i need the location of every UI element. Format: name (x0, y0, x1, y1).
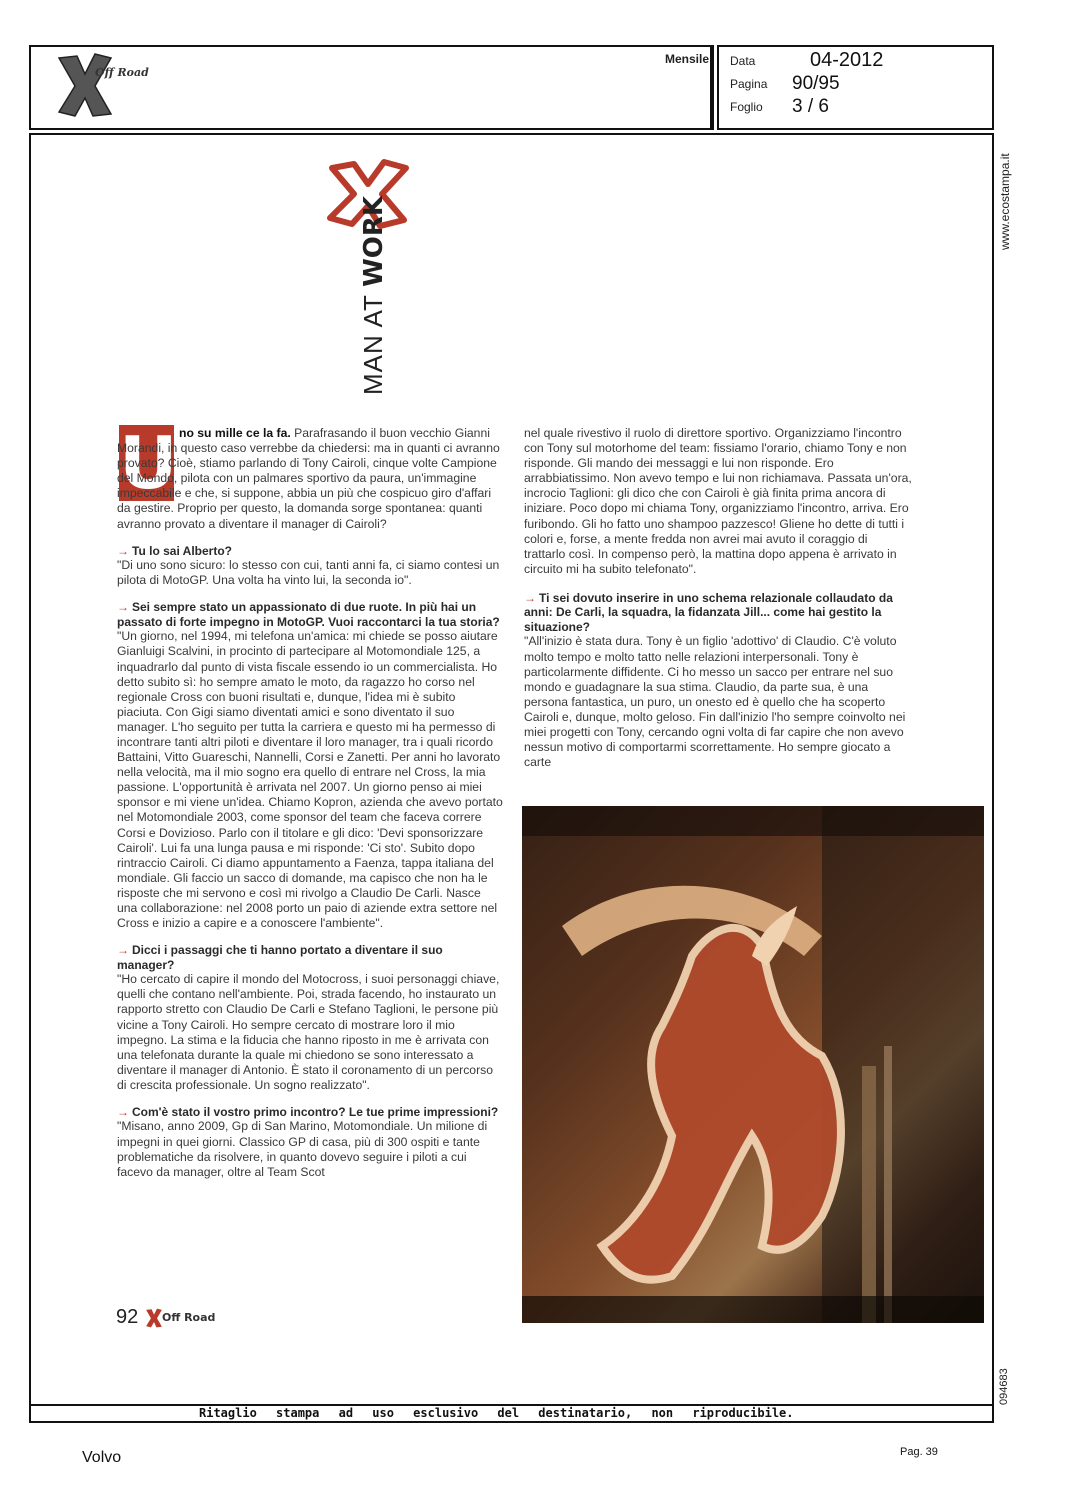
disclaimer: Ritaglio stampa ad uso esclusivo del destinatario, non riproducibile. (199, 1406, 794, 1420)
page-footer (116, 1306, 336, 1332)
right-continuation: nel quale rivestivo il ruolo di direttore sportivo. Organizziamo l'incontro con Tony sul motorhome del team: fissiamo l'orario, chiamo Tony e non risponde. Gli mando dei messaggi e lui non risponde. Ero arrabbiatissimo. Non avevo tempo e lui non richiamava. Passata un'ora, incrocio Taglioni: gli dico che con Cairoli è già finita prima ancora di iniziare. Poco dopo mi chiama Tony, organizziamo l'incontro, arriva. Ero furibondo. Gli ho fatto uno shampoo pazzesco! Gliene ho dette di tutti i colori e, forse, a mente fredda non avrei mai avuto il coraggio di trattarlo così. In compenso però, la mattina dopo appena è arrivato in circuito mi ha subito telefonato". (524, 426, 912, 576)
arrow-right-icon: → (117, 600, 129, 615)
sheet-value: 3 / 6 (792, 96, 829, 117)
intro-text: Parafrasando il buon vecchio Gianni Morandi, in questo caso verrebbe da chiedersi: ma in quanti ci avranno provato? Cioè, stiamo parlando di Tony Cairoli, cinque volte Campione del Mondo, pilota con un palmares sportivo da paura, un'immagine impeccabile e che, si suppone, abbia un più che cospicuo giro d'affari da gestire. Proprio per questo, la domanda sorge spontanea: quanti avranno provato a diventare il manager di Cairoli? (117, 426, 500, 531)
header-logo-text: Off Road (95, 66, 149, 79)
drop-cap: U (119, 421, 178, 505)
intro-lead: no su mille ce la fa. (179, 426, 291, 440)
header-divider (712, 45, 719, 130)
question-2: → Sei sempre stato un appassionato di due ruote. In più hai un passato di forte impegno in MotoGP. Vuoi raccontarci la tua storia? (117, 600, 500, 629)
qa-block-5 (524, 591, 912, 770)
section-title-bold: WORK (359, 195, 389, 287)
sheet-label: Foglio (730, 100, 763, 114)
section-title-light: MAN AT (358, 294, 388, 395)
qa-block-3 (117, 943, 503, 1093)
frequency-label: Mensile (665, 52, 710, 66)
magazine-page-number: 92 (116, 1306, 139, 1328)
x-logo-icon (144, 1308, 164, 1328)
arrow-right-icon: → (117, 1104, 129, 1119)
answer-2: "Un giorno, nel 1994, mi telefona un'amica: mi chiede se posso aiutare Gianluigi Scalvini, in procinto di partecipare al Motomondiale 125, a inquadrarlo dal punto di vista fiscale essendo io un commercialista. Ho detto subito sì: ho sempre amato le moto, da ragazzo ho corso nel regionale Cross con buoni risultati e, dunque, l'idea mi è subito piaciuta. Con Gigi siamo diventati amici e sono diventato il suo manager. L'ho seguito per tutta la carriera e questo mi ha permesso di incontrare tanti altri piloti e diventare il loro manager, tra i quali ricordo Battaini, Vitto Guareschi, Nannelli, Corsi e Zanetti. Per anni ho lavorato nella velocità, ma il mio sogno era quello di entrare nel Cross, la mia passione. L'opportunità è arrivata nel 2007. Un giorno penso ai miei sponsor e mi viene un'idea. Chiamo Kopron, azienda che avevo portato nel Motomondiale 2003, come sponsor del team che faceva correre Corsi e Dovizioso. Parlo con il titolare e gli dico: 'Devi sponsorizzare Cairoli'. Lui fa una lunga pausa e mi risponde: 'Ci sto'. Subito dopo rintraccio Cairoli. Ci diamo appuntamento a Faenza, tappa italiana del mondiale. Gli faccio un sacco di domande, ma capisco che non ha le risposte che mi servono e così mi rivolgo a Claudio De Carli. Nasce una collaborazione: nel 2008 porto un paio di aziende extra settore nel Cross e inizio a capire e a conoscere l'ambiente". (117, 629, 503, 931)
page-label: Pagina (730, 77, 768, 91)
arrow-right-icon: → (117, 543, 129, 558)
qa-block-2 (117, 600, 503, 931)
answer-1: "Di uno sono sicuro: lo stesso con cui, tanti anni fa, ci siamo contesi un pilota di MotoGP. Una volta ha vinto lui, la seconda io". (117, 558, 500, 588)
date-label: Data (730, 54, 756, 68)
client-name: Volvo (82, 1449, 122, 1466)
question-5: → Ti sei dovuto inserire in uno schema relazionale collaudato da anni: De Carli, la squadra, la fidanzata Jill... come hai gestito la situazione? (524, 590, 893, 634)
answer-4: "Misano, anno 2009, Gp di San Marino, Motomondiale. Un milione di impegni in quei giorni. Classico GP di casa, più di 300 ospiti e tante problematiche da risolvere, in quanto dovevo seguire i piloti a cui facevo da manager, oltre al Team Scot (117, 1119, 488, 1179)
header-logo (55, 52, 165, 122)
article-photo (522, 806, 984, 1323)
question-3: → Dicci i passaggi che ti hanno portato a diventare il suo manager? (117, 943, 443, 972)
article-column-left (117, 421, 503, 1192)
arrow-right-icon: → (117, 943, 129, 958)
page-reference: Pag. 39 (900, 1446, 938, 1458)
question-1: → Tu lo sai Alberto? (117, 543, 233, 558)
question-4: → Com'è stato il vostro primo incontro? Le tue prime impressioni? (117, 1104, 499, 1119)
x-logo-icon (55, 52, 115, 118)
archive-code: 094683 (998, 1368, 1010, 1405)
qa-block-1 (117, 544, 503, 589)
page-value: 90/95 (792, 73, 840, 94)
intro-paragraph (117, 421, 503, 532)
arrow-right-icon: → (524, 590, 536, 605)
website-label: www.ecostampa.it (998, 153, 1012, 250)
qa-block-4 (117, 1105, 503, 1180)
date-value: 04-2012 (810, 49, 884, 71)
section-title (358, 196, 389, 395)
bull-graphic-icon (522, 806, 984, 1323)
footer-logo-text: Off Road (162, 1311, 216, 1324)
answer-5: "All'inizio è stata dura. Tony è un figlio 'adottivo' di Claudio. C'è voluto molto tempo e molto tatto nelle relazioni interpersonali. Tony è particolarmente diffidente. Ci ho messo un sacco per entrare nel suo mondo e guadagnare la sua stima. Claudio, da parte sua, è una persona fantastica, un puro, un onesto ed è quello che ha scoperto Cairoli e, dunque, molto geloso. Fin dall'inizio l'ho sempre coinvolto nei miei progetti con Tony, cercando ogni volta di far capire che non avevo nessun motivo di comportarmi scorrettamente. Ho sempre giocato a carte (524, 634, 906, 770)
article-column-right (524, 426, 912, 782)
answer-3: "Ho cercato di capire il mondo del Motocross, i suoi personaggi chiave, quelli che contano nell'ambiente. Poi, strada facendo, ho instaurato un rapporto stretto con Claudio De Carli e Stefano Taglioni, le persone più vicine a Tony Cairoli. Ho sempre cercato di mostrare loro il mio impegno. La stima e la fiducia che hanno riposto in me è arrivata con una telefonata durante la quale mi chiedono se sono interessato a diventare il manager di Antonio. È stato il coronamento di un percorso di crescita professionale. Un sogno realizzato". (117, 972, 500, 1092)
